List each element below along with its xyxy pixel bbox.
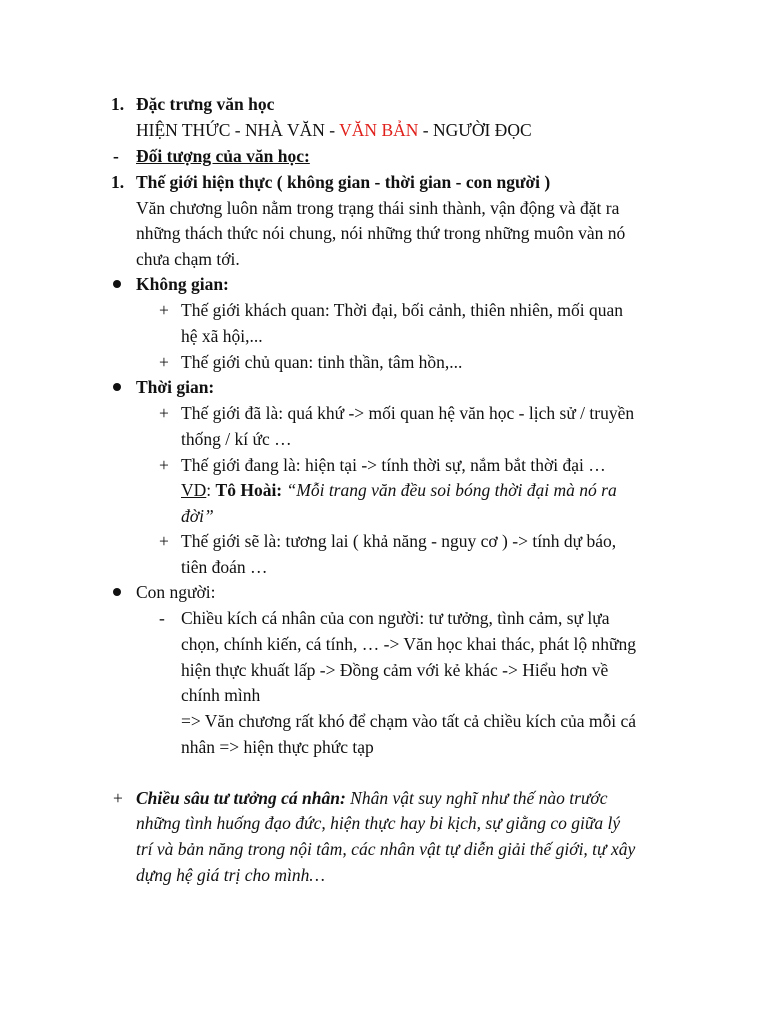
subheading: Đối tượng của văn học: (136, 146, 310, 166)
depth-label: Chiều sâu tư tưởng cá nhân: (136, 788, 346, 808)
paragraph-line: chưa chạm tới. (136, 249, 240, 269)
example-label: VD (181, 480, 207, 500)
example-author: Tô Hoài: (215, 480, 283, 500)
list-item-line: nhân => hiện thực phức tạp (181, 737, 374, 757)
bullet-icon (113, 588, 121, 596)
example-quote: đời” (181, 506, 214, 526)
heading-part: - NGƯỜI ĐỌC (418, 120, 532, 140)
list-item-line: Thế giới khách quan: Thời đại, bối cảnh, thiên nhiên, mối quan (181, 300, 623, 320)
list-item-line: Chiều kích cá nhân của con người: tư tưởng, tình cảm, sự lựa (181, 608, 610, 628)
heading-part: HIỆN THỨC - NHÀ VĂN - (136, 120, 340, 140)
list-number: 1. (111, 172, 125, 192)
paragraph-line: Văn chương luôn nằm trong trạng thái sinh thành, vận động và đặt ra (136, 198, 620, 218)
list-item-line: hệ xã hội,... (181, 326, 263, 346)
dash-marker: - (159, 608, 165, 628)
paragraph-line: những tình huống đạo đức, hiện thực hay bi kịch, sự giằng co giữa lý (136, 813, 621, 833)
plus-marker: + (159, 352, 169, 372)
plus-marker: + (159, 300, 169, 320)
dash-marker: - (113, 146, 119, 166)
example-line (181, 479, 617, 501)
list-item-line: tiên đoán … (181, 557, 268, 577)
list-item-line: Thế giới đang là: hiện tại -> tính thời sự, nắm bắt thời đại … (181, 455, 606, 475)
depth-text: Nhân vật suy nghĩ như thế nào trước (345, 788, 608, 808)
bullet-heading: Không gian: (136, 274, 229, 294)
list-item-line: chính mình (181, 685, 261, 705)
bullet-heading: Con người: (136, 582, 216, 602)
example-quote: “Mỗi trang văn đều soi bóng thời đại mà nó ra (282, 480, 617, 500)
paragraph-line: trí và bản năng trong nội tâm, các nhân vật tự diễn giải thế giới, tự xây (136, 839, 636, 859)
list-item-line: Thế giới đã là: quá khứ -> mối quan hệ văn học - lịch sử / truyền (181, 403, 635, 423)
highlight-red: VĂN BẢN (339, 120, 419, 140)
plus-marker: + (159, 403, 169, 423)
depth-line (136, 787, 608, 809)
plus-marker: + (113, 788, 123, 808)
list-number: 1. (111, 94, 125, 114)
list-item-line: => Văn chương rất khó để chạm vào tất cả chiều kích của mỗi cá (181, 711, 637, 731)
bullet-heading: Thời gian: (136, 377, 215, 397)
section-heading: Đặc trưng văn học (136, 94, 275, 114)
bullet-icon (113, 280, 121, 288)
subheading: Thế giới hiện thực ( không gian - thời gian - con người ) (136, 172, 551, 192)
plus-marker: + (159, 455, 169, 475)
bullet-icon (113, 383, 121, 391)
paragraph-line: những thách thức nói chung, nói những thứ trong những muôn vàn nó (136, 223, 626, 243)
list-item-line: Thế giới sẽ là: tương lai ( khả năng - nguy cơ ) -> tính dự báo, (181, 531, 617, 551)
plus-marker: + (159, 531, 169, 551)
list-item-line: thống / kí ức … (181, 429, 292, 449)
heading-line (136, 119, 532, 141)
example-colon: : (206, 480, 216, 500)
list-item-line: Thế giới chủ quan: tinh thần, tâm hồn,... (181, 352, 463, 372)
list-item-line: chọn, chính kiến, cá tính, … -> Văn học khai thác, phát lộ những (181, 634, 636, 654)
paragraph-line: dựng hệ giá trị cho mình… (136, 865, 325, 885)
list-item-line: hiện thực khuất lấp -> Đồng cảm với kẻ khác -> Hiểu hơn về (181, 660, 609, 680)
